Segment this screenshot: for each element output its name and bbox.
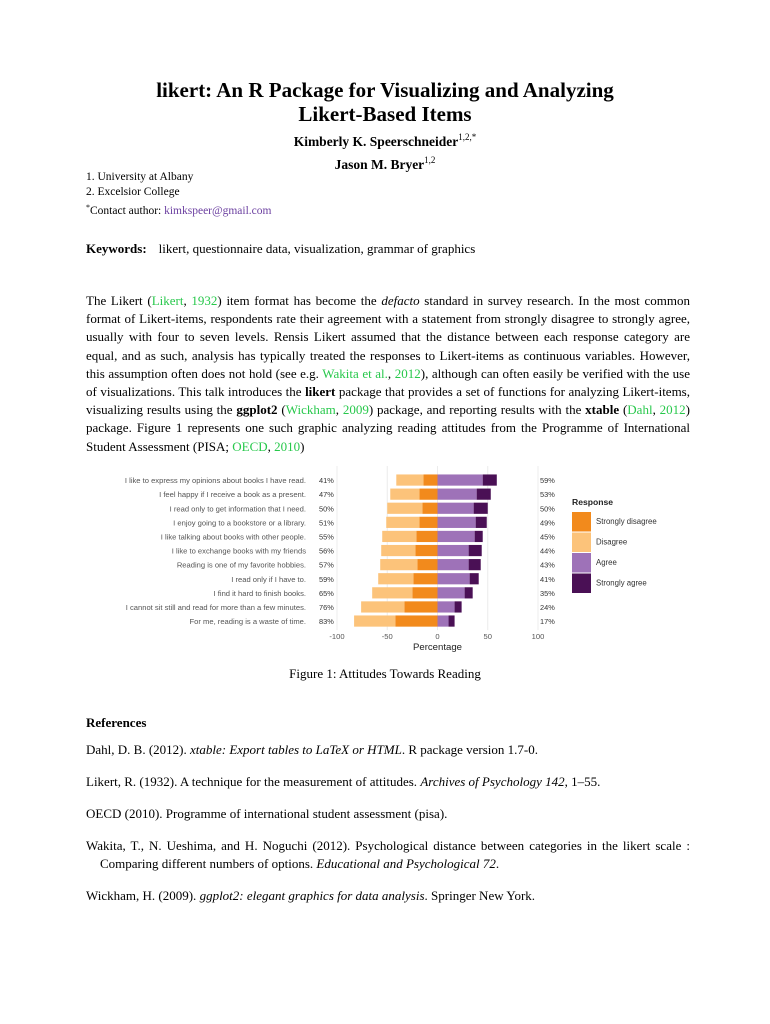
- reference-item: [86, 805, 690, 823]
- category-label: I like talking about books with other people.: [160, 532, 306, 542]
- body-text-run: ), although can often easily be verified with the use of visualizations. This talk introduces the: [86, 365, 690, 400]
- low-percent-label: 41%: [319, 476, 334, 486]
- bar-strongly-agree: [455, 601, 462, 612]
- paper-title: [0, 78, 770, 126]
- legend-swatch: [572, 553, 591, 573]
- reference-text: Dahl, D. B. (2012).: [86, 742, 190, 757]
- legend-label: Strongly disagree: [596, 517, 657, 526]
- body-text-run: ) package. Figure 1 represents one such graphic analyzing reading attitudes from the Programme of International Student Assessment (PISA;: [86, 402, 691, 454]
- reference-item: [86, 773, 690, 791]
- author-list: [0, 128, 770, 174]
- low-percent-label: 47%: [319, 490, 334, 500]
- x-tick-label: -50: [381, 632, 393, 642]
- high-percent-label: 24%: [540, 602, 555, 612]
- title-line-2: Likert-Based Items: [298, 102, 472, 126]
- bar-strongly-agree: [475, 531, 483, 542]
- reference-text: Wickham, H. (2009).: [86, 888, 200, 903]
- reference-text: Wakita, T., N. Ueshima, and H. Noguchi (2012). Psychological distance between categories in the likert scale : Comparing different numbers of options.: [86, 838, 690, 871]
- body-text-run: ,: [387, 365, 395, 381]
- low-percent-label: 50%: [319, 504, 334, 514]
- keywords-line: [86, 241, 475, 257]
- citation-link[interactable]: 2009: [342, 402, 369, 418]
- author-1-name: Kimberly K. Speerschneider: [293, 134, 459, 149]
- legend-title: Response: [572, 497, 614, 507]
- body-text-run: ,: [652, 402, 660, 418]
- reference-text: . Springer New York.: [424, 888, 536, 903]
- citation-link[interactable]: Wickham: [285, 402, 336, 418]
- bar-disagree: [380, 559, 417, 570]
- reference-item: [86, 887, 690, 905]
- bar-strongly-agree: [477, 489, 491, 500]
- bar-strongly-agree: [469, 559, 481, 570]
- body-text-run: ) package, and reporting results with the: [368, 402, 586, 418]
- legend-label: Agree: [596, 558, 617, 567]
- legend-swatch: [572, 574, 591, 594]
- high-percent-label: 45%: [540, 532, 555, 542]
- body-text-run: ,: [335, 402, 343, 418]
- emphasis-text: defacto: [381, 293, 420, 308]
- high-percent-label: 17%: [540, 617, 555, 627]
- body-text-run: The Likert (: [86, 293, 152, 308]
- x-tick-label: -100: [329, 632, 345, 642]
- citation-link[interactable]: 2012: [659, 402, 686, 418]
- author-2-name: Jason M. Bryer: [334, 157, 425, 172]
- x-tick-label: 50: [483, 632, 492, 642]
- author-2-affil-mark: 1,2: [424, 155, 436, 165]
- high-percent-label: 41%: [540, 574, 555, 584]
- citation-link[interactable]: Dahl: [627, 402, 653, 418]
- bar-strongly-disagree: [419, 517, 437, 528]
- bar-strongly-agree: [483, 474, 497, 485]
- category-label: I read only to get information that I need.: [169, 504, 306, 514]
- x-axis-title: Percentage: [412, 642, 463, 654]
- bar-agree: [438, 517, 476, 528]
- body-text-run: (: [277, 402, 286, 418]
- contact-label: Contact author:: [90, 205, 165, 217]
- bar-strongly-agree: [465, 587, 473, 598]
- legend-label: Strongly agree: [596, 578, 647, 588]
- bar-agree: [438, 615, 449, 626]
- legend-swatch: [572, 533, 591, 553]
- contact-email-link[interactable]: kimkspeer@gmail.com: [164, 205, 272, 217]
- body-text-run: ,: [267, 438, 275, 454]
- bar-strongly-agree: [474, 503, 488, 514]
- citation-link[interactable]: Wakita et al.: [322, 365, 388, 381]
- category-label: I enjoy going to a bookstore or a library.: [173, 518, 306, 528]
- package-name: ggplot2: [236, 402, 278, 418]
- bar-strongly-agree: [449, 615, 455, 626]
- body-text-run: package that provides a set of functions for analyzing Likert-items, visualizing results using the: [86, 384, 690, 418]
- citation-link[interactable]: Likert: [151, 293, 184, 308]
- x-tick-label: 100: [531, 632, 545, 642]
- bar-strongly-disagree: [423, 474, 437, 485]
- keywords-label: Keywords:: [86, 241, 147, 256]
- bar-strongly-disagree: [422, 503, 437, 514]
- bar-agree: [438, 587, 465, 598]
- references-heading: References: [86, 715, 147, 730]
- body-text-run: ,: [183, 293, 192, 308]
- low-percent-label: 55%: [319, 532, 334, 542]
- reference-text: , 1–55.: [564, 774, 601, 789]
- bar-strongly-disagree: [412, 587, 437, 598]
- category-label: I cannot sit still and read for more than a few minutes.: [125, 602, 306, 612]
- bar-strongly-agree: [469, 545, 482, 556]
- contact-line: [86, 200, 271, 219]
- bar-strongly-disagree: [395, 615, 437, 626]
- category-label: I like to exchange books with my friends: [171, 546, 306, 556]
- category-label: Reading is one of my favorite hobbies.: [176, 560, 306, 570]
- bar-agree: [438, 531, 475, 542]
- legend-swatch: [572, 512, 591, 532]
- bar-disagree: [354, 615, 395, 626]
- contact-mark: *: [86, 203, 90, 212]
- body-text-run: ) item format has become the: [217, 293, 382, 308]
- affiliation-2: 2. Excelsior College: [86, 186, 180, 198]
- package-name: likert: [305, 384, 336, 400]
- category-label: I like to express my opinions about books I have read.: [124, 476, 306, 486]
- category-label: I find it hard to finish books.: [213, 588, 306, 598]
- reference-text: . R package version 1.7-0.: [401, 742, 538, 757]
- high-percent-label: 59%: [540, 476, 555, 486]
- body-text-run: standard in survey research. In the most common format of Likert-items, respondents rate their agreement with a statement from strongly disagree to strongly agree, usually with four to seven levels. Rensis Likert assumed that the distance between each response category are equal, and as such, analysis has typically treated the responses to Likert-items as continuous variables. However, this assumption often does not hold (see e.g.: [86, 293, 690, 381]
- figure-caption: Figure 1: Attitudes Towards Reading: [289, 666, 481, 681]
- bar-strongly-disagree: [416, 531, 437, 542]
- reference-title: ggplot2: elegant graphics for data analysis: [199, 888, 425, 903]
- low-percent-label: 51%: [319, 518, 334, 528]
- bar-strongly-disagree: [404, 601, 437, 612]
- high-percent-label: 44%: [540, 546, 555, 556]
- reference-title: Archives of Psychology 142: [420, 774, 565, 789]
- bar-disagree: [387, 503, 422, 514]
- references-list: [86, 741, 690, 919]
- bar-agree: [438, 573, 470, 584]
- high-percent-label: 43%: [540, 560, 555, 570]
- citation-link[interactable]: OECD: [232, 438, 268, 454]
- reference-text: OECD (2010). Programme of international student assessment (pisa).: [86, 806, 448, 821]
- reference-item: [86, 741, 690, 759]
- x-tick-label: 0: [435, 632, 440, 642]
- legend-label: Disagree: [596, 537, 628, 547]
- bar-disagree: [361, 601, 404, 612]
- reference-text: Likert, R. (1932). A technique for the measurement of attitudes.: [86, 774, 421, 789]
- author-1: [0, 128, 770, 151]
- bar-strongly-disagree: [413, 573, 437, 584]
- bar-agree: [438, 489, 477, 500]
- bar-disagree: [372, 587, 412, 598]
- high-percent-label: 53%: [540, 490, 555, 500]
- high-percent-label: 35%: [540, 588, 555, 598]
- low-percent-label: 76%: [319, 602, 334, 612]
- bar-disagree: [396, 474, 423, 485]
- bar-strongly-agree: [476, 517, 487, 528]
- reference-text: .: [495, 856, 500, 871]
- likert-chart: [100, 466, 680, 654]
- bar-strongly-disagree: [415, 545, 437, 556]
- citation-link[interactable]: 2010: [274, 438, 301, 454]
- body-paragraph: [86, 292, 690, 456]
- author-1-affil-mark: 1,2,*: [458, 132, 477, 142]
- bar-strongly-agree: [470, 573, 479, 584]
- title-line-1: likert: An R Package for Visualizing and Analyzing: [156, 78, 614, 102]
- bar-agree: [438, 474, 483, 485]
- high-percent-label: 49%: [540, 518, 555, 528]
- reference-title: Educational and Psychological 72: [316, 856, 496, 871]
- low-percent-label: 83%: [319, 617, 334, 627]
- citation-link[interactable]: 1932: [191, 293, 218, 308]
- bar-disagree: [386, 517, 419, 528]
- high-percent-label: 50%: [540, 504, 555, 514]
- bar-disagree: [390, 489, 419, 500]
- low-percent-label: 59%: [319, 574, 334, 584]
- category-label: I read only if I have to.: [231, 574, 306, 584]
- bar-agree: [438, 559, 469, 570]
- low-percent-label: 56%: [319, 546, 334, 556]
- bar-agree: [438, 545, 469, 556]
- low-percent-label: 57%: [319, 560, 334, 570]
- keywords-text: likert, questionnaire data, visualization, grammar of graphics: [158, 241, 476, 256]
- reference-item: [86, 837, 690, 873]
- package-name: xtable: [585, 402, 620, 418]
- affiliations: [86, 170, 271, 219]
- affiliation-1: 1. University at Albany: [86, 171, 194, 183]
- citation-link[interactable]: 2012: [394, 365, 421, 381]
- likert-chart-svg: [100, 466, 680, 654]
- reference-title: xtable: Export tables to LaTeX or HTML: [190, 742, 402, 757]
- bar-strongly-disagree: [419, 489, 437, 500]
- low-percent-label: 65%: [319, 588, 334, 598]
- category-label: For me, reading is a waste of time.: [189, 617, 306, 627]
- bar-strongly-disagree: [417, 559, 437, 570]
- body-text-run: ): [300, 438, 305, 454]
- bar-disagree: [382, 531, 416, 542]
- category-label: I feel happy if I receive a book as a present.: [159, 490, 306, 500]
- bar-agree: [438, 503, 474, 514]
- bar-disagree: [378, 573, 413, 584]
- bar-agree: [438, 601, 455, 612]
- bar-disagree: [381, 545, 415, 556]
- body-text-run: (: [619, 402, 628, 418]
